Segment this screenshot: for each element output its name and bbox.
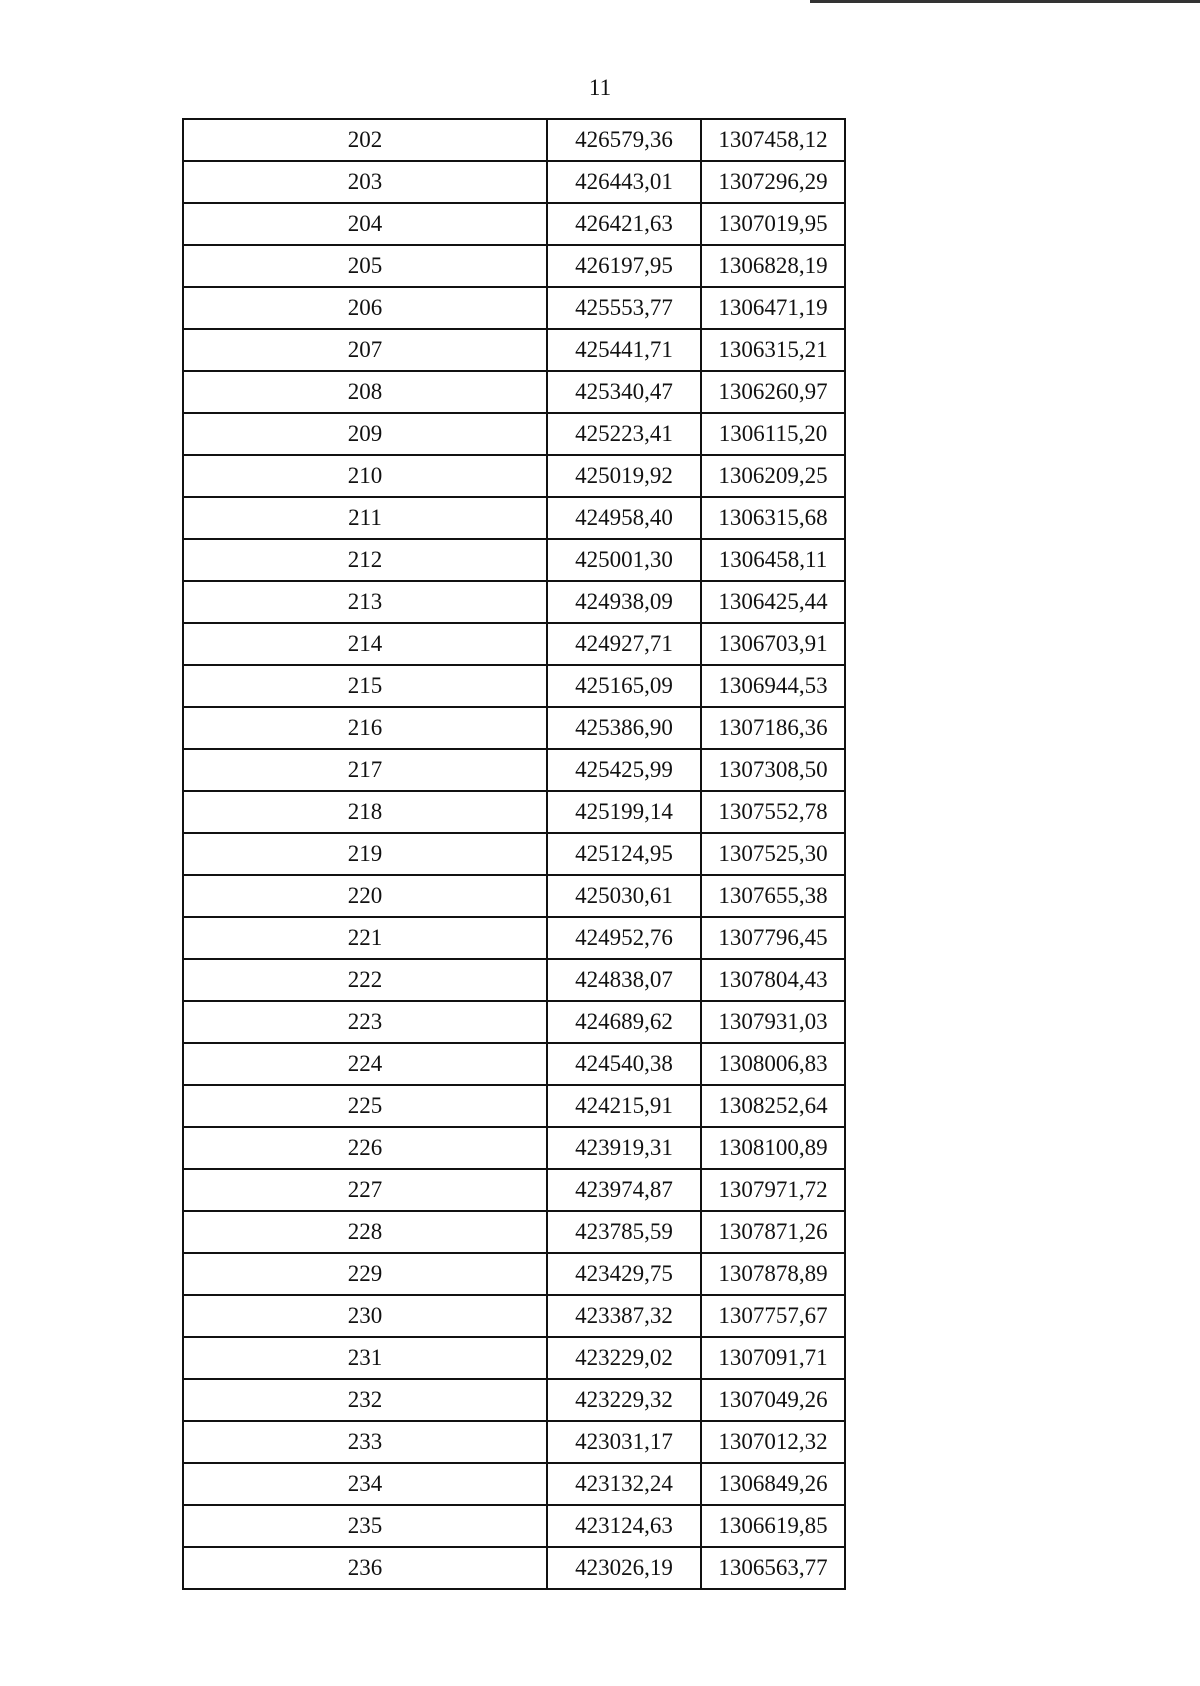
y-coordinate-cell: 1306260,97	[701, 371, 845, 413]
x-coordinate-cell: 426421,63	[547, 203, 701, 245]
x-coordinate-cell: 423785,59	[547, 1211, 701, 1253]
y-coordinate-cell: 1307186,36	[701, 707, 845, 749]
y-coordinate-cell: 1308252,64	[701, 1085, 845, 1127]
table-row	[183, 287, 845, 329]
point-number-cell: 229	[183, 1253, 547, 1295]
x-coordinate-cell: 425019,92	[547, 455, 701, 497]
y-coordinate-cell: 1306115,20	[701, 413, 845, 455]
x-coordinate-cell: 425553,77	[547, 287, 701, 329]
top-edge-rule	[810, 0, 1200, 3]
table-row	[183, 497, 845, 539]
y-coordinate-cell: 1308006,83	[701, 1043, 845, 1085]
coordinates-table-container	[182, 118, 844, 1590]
table-row	[183, 959, 845, 1001]
table-row	[183, 875, 845, 917]
y-coordinate-cell: 1306315,21	[701, 329, 845, 371]
x-coordinate-cell: 423026,19	[547, 1547, 701, 1589]
y-coordinate-cell: 1307458,12	[701, 119, 845, 161]
table-row	[183, 833, 845, 875]
x-coordinate-cell: 424958,40	[547, 497, 701, 539]
table-row	[183, 245, 845, 287]
x-coordinate-cell: 426443,01	[547, 161, 701, 203]
table-row	[183, 749, 845, 791]
point-number-cell: 227	[183, 1169, 547, 1211]
table-row	[183, 161, 845, 203]
y-coordinate-cell: 1307971,72	[701, 1169, 845, 1211]
point-number-cell: 209	[183, 413, 547, 455]
table-row	[183, 329, 845, 371]
point-number-cell: 205	[183, 245, 547, 287]
table-row	[183, 413, 845, 455]
y-coordinate-cell: 1306849,26	[701, 1463, 845, 1505]
point-number-cell: 213	[183, 581, 547, 623]
y-coordinate-cell: 1307091,71	[701, 1337, 845, 1379]
point-number-cell: 221	[183, 917, 547, 959]
point-number-cell: 220	[183, 875, 547, 917]
x-coordinate-cell: 423429,75	[547, 1253, 701, 1295]
y-coordinate-cell: 1306209,25	[701, 455, 845, 497]
point-number-cell: 210	[183, 455, 547, 497]
x-coordinate-cell: 425425,99	[547, 749, 701, 791]
y-coordinate-cell: 1306425,44	[701, 581, 845, 623]
table-row	[183, 1169, 845, 1211]
point-number-cell: 203	[183, 161, 547, 203]
x-coordinate-cell: 425001,30	[547, 539, 701, 581]
table-row	[183, 119, 845, 161]
y-coordinate-cell: 1306619,85	[701, 1505, 845, 1547]
table-row	[183, 1127, 845, 1169]
table-row	[183, 539, 845, 581]
x-coordinate-cell: 425030,61	[547, 875, 701, 917]
x-coordinate-cell: 425165,09	[547, 665, 701, 707]
x-coordinate-cell: 423229,02	[547, 1337, 701, 1379]
x-coordinate-cell: 425441,71	[547, 329, 701, 371]
page-number: 11	[588, 75, 612, 100]
y-coordinate-cell: 1307049,26	[701, 1379, 845, 1421]
table-row	[183, 791, 845, 833]
table-row	[183, 1505, 845, 1547]
table-row	[183, 1043, 845, 1085]
point-number-cell: 230	[183, 1295, 547, 1337]
x-coordinate-cell: 423031,17	[547, 1421, 701, 1463]
y-coordinate-cell: 1306315,68	[701, 497, 845, 539]
x-coordinate-cell: 425124,95	[547, 833, 701, 875]
table-row	[183, 707, 845, 749]
y-coordinate-cell: 1307296,29	[701, 161, 845, 203]
point-number-cell: 231	[183, 1337, 547, 1379]
y-coordinate-cell: 1307931,03	[701, 1001, 845, 1043]
point-number-cell: 233	[183, 1421, 547, 1463]
point-number-cell: 217	[183, 749, 547, 791]
y-coordinate-cell: 1307796,45	[701, 917, 845, 959]
y-coordinate-cell: 1306458,11	[701, 539, 845, 581]
point-number-cell: 207	[183, 329, 547, 371]
y-coordinate-cell: 1307019,95	[701, 203, 845, 245]
table-row	[183, 203, 845, 245]
x-coordinate-cell: 424952,76	[547, 917, 701, 959]
coordinates-table	[182, 118, 846, 1590]
y-coordinate-cell: 1306828,19	[701, 245, 845, 287]
point-number-cell: 228	[183, 1211, 547, 1253]
x-coordinate-cell: 424215,91	[547, 1085, 701, 1127]
x-coordinate-cell: 425223,41	[547, 413, 701, 455]
y-coordinate-cell: 1307871,26	[701, 1211, 845, 1253]
y-coordinate-cell: 1306471,19	[701, 287, 845, 329]
x-coordinate-cell: 424689,62	[547, 1001, 701, 1043]
y-coordinate-cell: 1307655,38	[701, 875, 845, 917]
point-number-cell: 219	[183, 833, 547, 875]
y-coordinate-cell: 1307878,89	[701, 1253, 845, 1295]
point-number-cell: 204	[183, 203, 547, 245]
point-number-cell: 223	[183, 1001, 547, 1043]
point-number-cell: 225	[183, 1085, 547, 1127]
x-coordinate-cell: 423387,32	[547, 1295, 701, 1337]
y-coordinate-cell: 1307308,50	[701, 749, 845, 791]
x-coordinate-cell: 426197,95	[547, 245, 701, 287]
x-coordinate-cell: 425199,14	[547, 791, 701, 833]
table-row	[183, 1337, 845, 1379]
point-number-cell: 224	[183, 1043, 547, 1085]
y-coordinate-cell: 1306703,91	[701, 623, 845, 665]
table-row	[183, 1085, 845, 1127]
table-row	[183, 623, 845, 665]
y-coordinate-cell: 1306944,53	[701, 665, 845, 707]
table-row	[183, 1253, 845, 1295]
x-coordinate-cell: 424938,09	[547, 581, 701, 623]
point-number-cell: 211	[183, 497, 547, 539]
x-coordinate-cell: 424927,71	[547, 623, 701, 665]
x-coordinate-cell: 423124,63	[547, 1505, 701, 1547]
x-coordinate-cell: 423919,31	[547, 1127, 701, 1169]
table-row	[183, 917, 845, 959]
x-coordinate-cell: 424838,07	[547, 959, 701, 1001]
table-row	[183, 371, 845, 413]
coordinates-table-body	[183, 119, 845, 1589]
y-coordinate-cell: 1307012,32	[701, 1421, 845, 1463]
point-number-cell: 235	[183, 1505, 547, 1547]
table-row	[183, 1001, 845, 1043]
y-coordinate-cell: 1307804,43	[701, 959, 845, 1001]
table-row	[183, 1379, 845, 1421]
table-row	[183, 1547, 845, 1589]
y-coordinate-cell: 1308100,89	[701, 1127, 845, 1169]
y-coordinate-cell: 1307552,78	[701, 791, 845, 833]
point-number-cell: 234	[183, 1463, 547, 1505]
x-coordinate-cell: 423974,87	[547, 1169, 701, 1211]
y-coordinate-cell: 1306563,77	[701, 1547, 845, 1589]
x-coordinate-cell: 425340,47	[547, 371, 701, 413]
point-number-cell: 226	[183, 1127, 547, 1169]
table-row	[183, 1463, 845, 1505]
point-number-cell: 215	[183, 665, 547, 707]
table-row	[183, 1421, 845, 1463]
point-number-cell: 232	[183, 1379, 547, 1421]
point-number-cell: 212	[183, 539, 547, 581]
y-coordinate-cell: 1307525,30	[701, 833, 845, 875]
x-coordinate-cell: 423132,24	[547, 1463, 701, 1505]
point-number-cell: 214	[183, 623, 547, 665]
y-coordinate-cell: 1307757,67	[701, 1295, 845, 1337]
x-coordinate-cell: 425386,90	[547, 707, 701, 749]
point-number-cell: 202	[183, 119, 547, 161]
table-row	[183, 581, 845, 623]
x-coordinate-cell: 424540,38	[547, 1043, 701, 1085]
point-number-cell: 208	[183, 371, 547, 413]
x-coordinate-cell: 426579,36	[547, 119, 701, 161]
table-row	[183, 665, 845, 707]
point-number-cell: 218	[183, 791, 547, 833]
table-row	[183, 455, 845, 497]
table-row	[183, 1295, 845, 1337]
point-number-cell: 236	[183, 1547, 547, 1589]
table-row	[183, 1211, 845, 1253]
point-number-cell: 216	[183, 707, 547, 749]
x-coordinate-cell: 423229,32	[547, 1379, 701, 1421]
point-number-cell: 206	[183, 287, 547, 329]
point-number-cell: 222	[183, 959, 547, 1001]
